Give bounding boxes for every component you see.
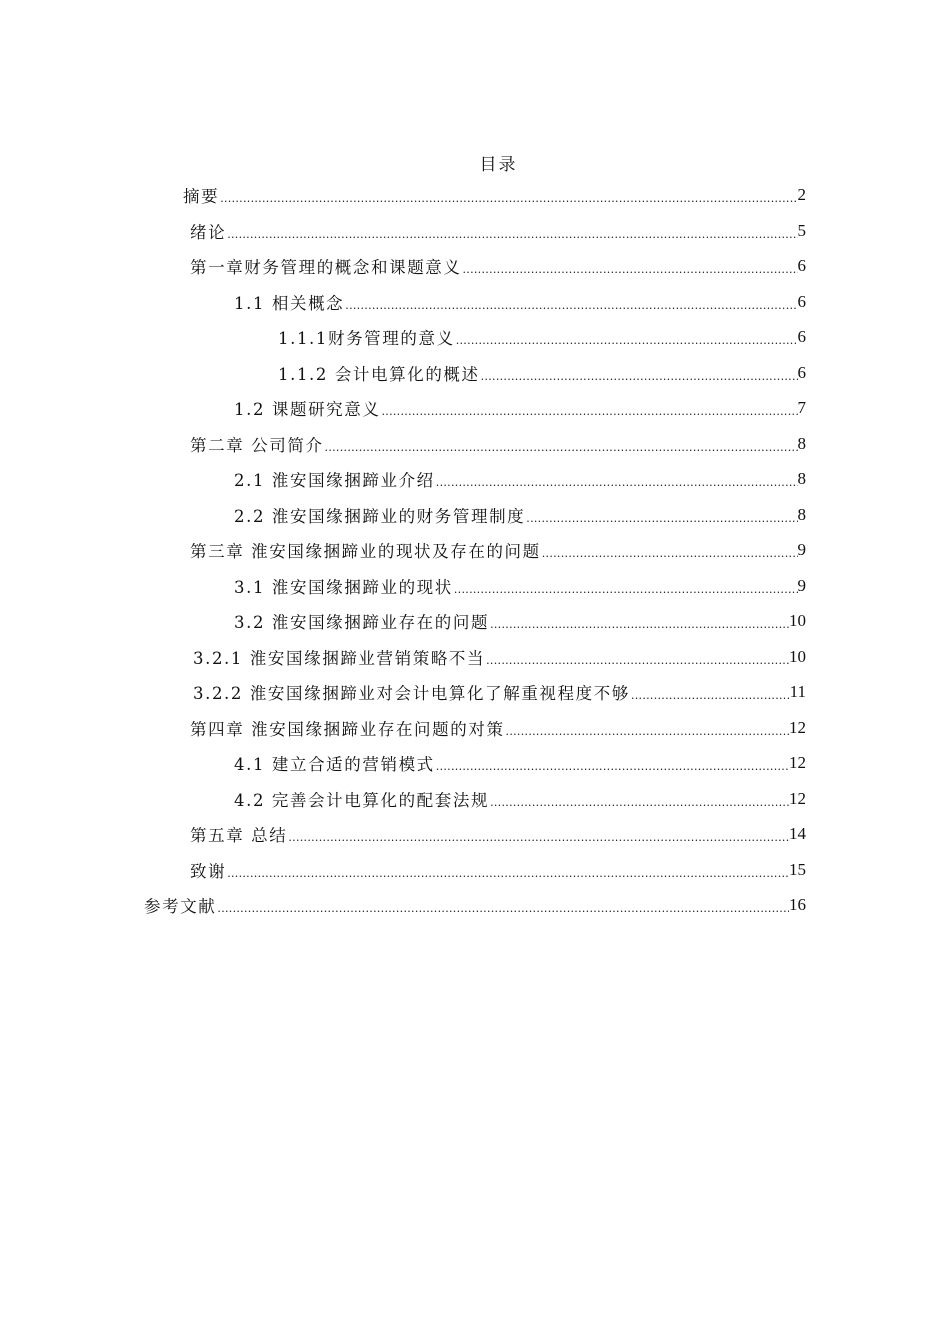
- toc-leader-dots: [541, 547, 798, 560]
- toc-entry-title: 3.2.2 淮安国缘捆蹄业对会计电算化了解重视程度不够: [193, 684, 630, 703]
- toc-leader-dots: [485, 654, 789, 667]
- toc-entry-title: 绪论: [190, 223, 227, 242]
- toc-entry[interactable]: [193, 675, 806, 709]
- toc-entry-title: 第三章 淮安国缘捆蹄业的现状及存在的问题: [190, 542, 541, 561]
- toc-entry-title: 2.2 淮安国缘捆蹄业的财务管理制度: [234, 507, 526, 526]
- toc-leader-dots: [344, 299, 797, 312]
- toc-entry[interactable]: [234, 391, 806, 425]
- toc-entry-title: 摘要: [183, 187, 220, 206]
- toc-entry[interactable]: [234, 604, 806, 638]
- toc-entry[interactable]: [190, 427, 806, 461]
- toc-entry-page: 10: [789, 611, 806, 630]
- toc-entry-page: 5: [797, 221, 806, 240]
- toc-leader-dots: [525, 512, 797, 525]
- toc-entry[interactable]: [278, 320, 806, 354]
- toc-entry[interactable]: [234, 498, 806, 532]
- toc-entry-page: 11: [789, 682, 806, 701]
- toc-entry-title: 1.1 相关概念: [234, 294, 345, 313]
- toc-entry[interactable]: [234, 569, 806, 603]
- toc-entry-title: 第五章 总结: [190, 826, 288, 845]
- toc-entry-title: 4.2 完善会计电算化的配套法规: [234, 791, 490, 810]
- toc-entry-page: 12: [789, 753, 806, 772]
- toc-entry[interactable]: [234, 462, 806, 496]
- toc-entry[interactable]: [144, 888, 806, 922]
- toc-entry-page: 12: [789, 718, 806, 737]
- toc-entry[interactable]: [234, 746, 806, 780]
- toc-entry[interactable]: [234, 782, 806, 816]
- toc-leader-dots: [381, 405, 798, 418]
- toc-entry[interactable]: [190, 711, 806, 745]
- toc-entry-title: 第二章 公司简介: [190, 436, 324, 455]
- toc-entry[interactable]: [234, 285, 806, 319]
- toc-entry-page: 9: [797, 540, 806, 559]
- toc-entry-title: 参考文献: [144, 897, 217, 916]
- toc-entry[interactable]: [190, 214, 806, 248]
- toc-entry-title: 2.1 淮安国缘捆蹄业介绍: [234, 471, 435, 490]
- toc-entry-title: 致谢: [190, 862, 227, 881]
- toc-entry-page: 9: [797, 576, 806, 595]
- toc-entry-page: 6: [797, 256, 806, 275]
- toc-entry-page: 15: [789, 860, 806, 879]
- toc-entry-page: 6: [797, 292, 806, 311]
- toc-leader-dots: [480, 370, 798, 383]
- toc-entry-title: 3.2 淮安国缘捆蹄业存在的问题: [234, 613, 490, 632]
- toc-entry-title: 1.1.2 会计电算化的概述: [278, 365, 480, 384]
- toc-leader-dots: [324, 441, 798, 454]
- toc-entry-page: 8: [797, 434, 806, 453]
- toc-leader-dots: [455, 334, 798, 347]
- toc-leader-dots: [489, 796, 789, 809]
- toc-entry-title: 3.2.1 淮安国缘捆蹄业营销策略不当: [193, 649, 486, 668]
- toc-entry-title: 第四章 淮安国缘捆蹄业存在问题的对策: [190, 720, 505, 739]
- toc-leader-dots: [226, 867, 789, 880]
- toc-leader-dots: [489, 618, 789, 631]
- toc-entry[interactable]: [183, 178, 806, 212]
- toc-entry-page: 6: [797, 327, 806, 346]
- toc-leader-dots: [505, 725, 789, 738]
- toc-leader-dots: [453, 583, 798, 596]
- toc-entry-title: 第一章财务管理的概念和课题意义: [190, 258, 462, 277]
- toc-entry-page: 2: [797, 185, 806, 204]
- toc-leader-dots: [462, 263, 798, 276]
- toc-entry-page: 10: [789, 647, 806, 666]
- toc-leader-dots: [435, 476, 798, 489]
- toc-entry-page: 16: [789, 895, 806, 914]
- toc-entry-title: 3.1 淮安国缘捆蹄业的现状: [234, 578, 453, 597]
- toc-entry-page: 7: [797, 398, 806, 417]
- toc-entry-title: 1.1.1财务管理的意义: [278, 329, 455, 348]
- toc-leader-dots: [226, 228, 797, 241]
- toc-title: 目录: [479, 155, 518, 175]
- toc-entry-title: 4.1 建立合适的营销模式: [234, 755, 435, 774]
- toc-entry-page: 8: [797, 469, 806, 488]
- toc-entry[interactable]: [193, 640, 806, 674]
- toc-leader-dots: [287, 831, 789, 844]
- toc-entry-page: 12: [789, 789, 806, 808]
- toc-leader-dots: [219, 192, 797, 205]
- toc-entry-page: 6: [797, 363, 806, 382]
- toc-entry-page: 8: [797, 505, 806, 524]
- toc-entry[interactable]: [190, 249, 806, 283]
- toc-leader-dots: [216, 902, 789, 915]
- toc-entry-page: 14: [789, 824, 806, 843]
- toc-entry[interactable]: [190, 817, 806, 851]
- toc-leader-dots: [435, 760, 789, 773]
- toc-entry-title: 1.2 课题研究意义: [234, 400, 381, 419]
- toc-leader-dots: [630, 689, 790, 702]
- toc-entry[interactable]: [190, 533, 806, 567]
- toc-entry[interactable]: [278, 356, 806, 390]
- toc-entry[interactable]: [190, 853, 806, 887]
